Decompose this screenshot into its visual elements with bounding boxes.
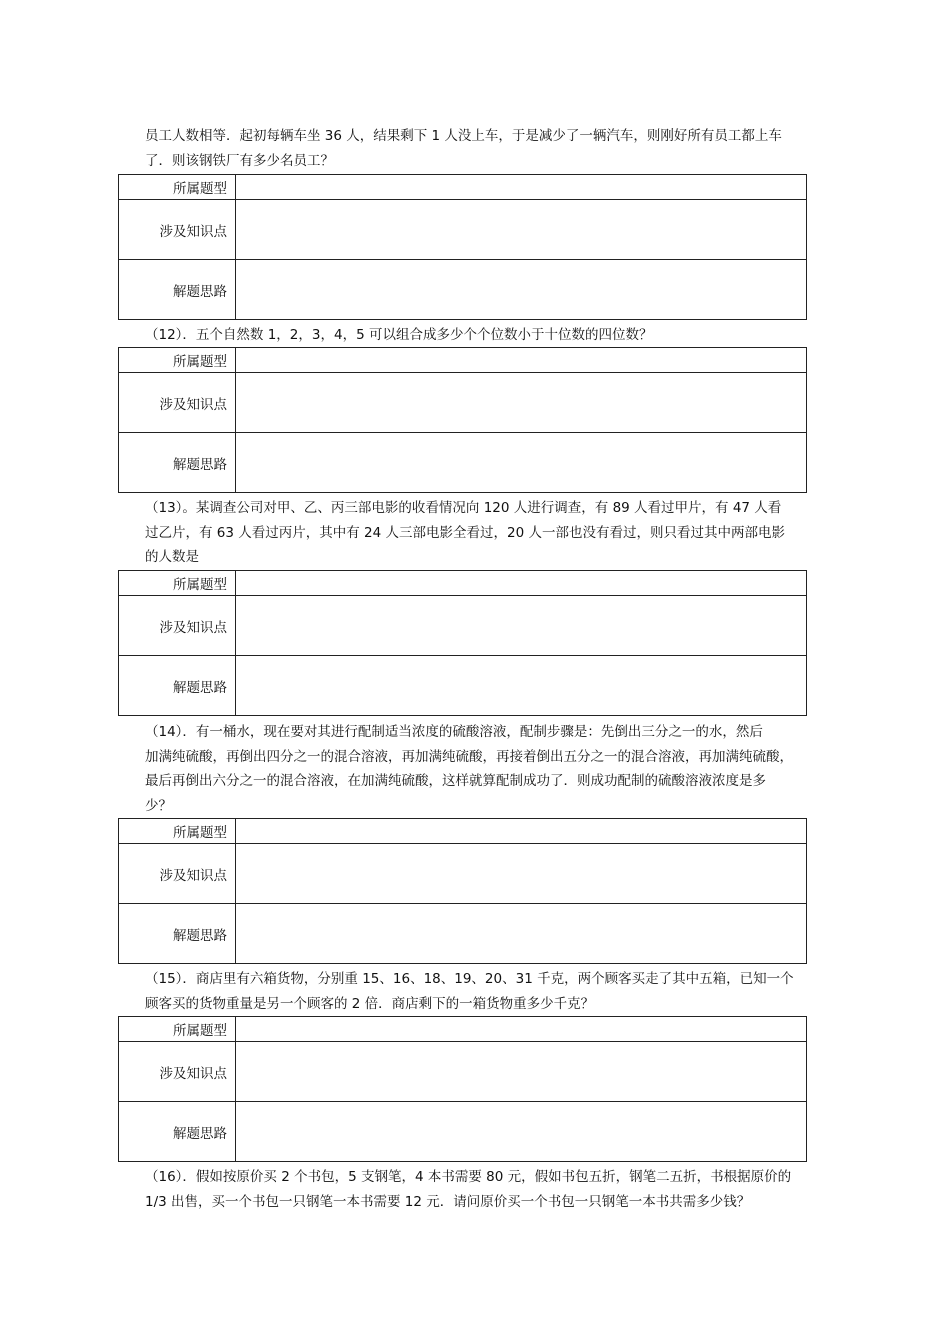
answer-cell-type[interactable] [236,175,807,200]
label-solution-approach: 解题思路 [119,1102,236,1162]
label-knowledge-points: 涉及知识点 [119,1042,236,1102]
answer-cell-knowledge[interactable] [236,1042,807,1102]
text-line: 加满纯硫酸，再倒出四分之一的混合溶液，再加满纯硫酸，再接着倒出五分之一的混合溶液，再加满纯硫酸， [145,748,793,765]
text-line: 了．则该钢铁厂有多少名员工？ [145,152,334,169]
label-question-type: 所属题型 [119,348,236,373]
label-knowledge-points: 涉及知识点 [119,844,236,904]
text-line: （13）。某调查公司对甲、乙、丙三部电影的收看情况向 120 人进行调查，有 89 人看过甲片，有 47 人看 [145,500,782,516]
text-line: （12）．五个自然数 1，2，3，4，5 可以组合成多少个个位数小于十位数的四位数？ [145,327,653,343]
answer-table-14 [118,818,807,964]
answer-cell-approach[interactable] [236,260,807,320]
answer-cell-knowledge[interactable] [236,373,807,433]
question-15-text [145,967,805,1016]
text-line: 顾客买的货物重量是另一个顾客的 2 倍．商店剩下的一箱货物重多少千克？ [145,995,595,1012]
text-line: 的人数是 [145,549,199,565]
label-knowledge-points: 涉及知识点 [119,373,236,433]
text-line: 少？ [145,797,172,814]
answer-table-13 [118,570,807,716]
answer-cell-type[interactable] [236,1017,807,1042]
text-line: 员工人数相等．起初每辆车坐 36 人，结果剩下 1 人没上车，于是减少了一辆汽车，则刚好所有员工都上车 [145,128,782,144]
label-solution-approach: 解题思路 [119,656,236,716]
answer-cell-approach[interactable] [236,433,807,493]
answer-cell-approach[interactable] [236,1102,807,1162]
answer-table-15 [118,1016,807,1162]
label-question-type: 所属题型 [119,1017,236,1042]
label-question-type: 所属题型 [119,571,236,596]
label-knowledge-points: 涉及知识点 [119,200,236,260]
answer-cell-knowledge[interactable] [236,596,807,656]
answer-table-11 [118,174,807,320]
answer-table-12 [118,347,807,493]
question-11-text [145,124,805,173]
label-question-type: 所属题型 [119,175,236,200]
answer-cell-type[interactable] [236,571,807,596]
text-line: 1/3 出售，买一个书包一只钢笔一本书需要 12 元．请问原价买一个书包一只钢笔一本书共需多少钱？ [145,1193,751,1210]
label-knowledge-points: 涉及知识点 [119,596,236,656]
text-line: （16）．假如按原价买 2 个书包，5 支钢笔，4 本书需要 80 元，假如书包五折，钢笔二五折，书根据原价的 [145,1169,792,1185]
question-12-text [145,323,805,348]
answer-cell-type[interactable] [236,348,807,373]
answer-cell-knowledge[interactable] [236,200,807,260]
text-line: （14）．有一桶水，现在要对其进行配制适当浓度的硫酸溶液，配制步骤是：先倒出三分之一的水，然后 [145,724,763,740]
question-16-text [145,1165,805,1214]
label-solution-approach: 解题思路 [119,433,236,493]
answer-cell-approach[interactable] [236,904,807,964]
question-13-text [145,496,805,570]
label-solution-approach: 解题思路 [119,260,236,320]
answer-cell-approach[interactable] [236,656,807,716]
text-line: （15）．商店里有六箱货物，分别重 15、16、18、19、20、31 千克，两个顾客买走了其中五箱，已知一个 [145,971,794,987]
text-line: 最后再倒出六分之一的混合溶液，在加满纯硫酸，这样就算配制成功了．则成功配制的硫酸溶液浓度是多 [145,773,766,789]
label-solution-approach: 解题思路 [119,904,236,964]
answer-cell-type[interactable] [236,819,807,844]
label-question-type: 所属题型 [119,819,236,844]
answer-cell-knowledge[interactable] [236,844,807,904]
question-14-text [145,720,805,818]
text-line: 过乙片，有 63 人看过丙片，其中有 24 人三部电影全看过，20 人一部也没有看过，则只看过其中两部电影 [145,524,785,541]
